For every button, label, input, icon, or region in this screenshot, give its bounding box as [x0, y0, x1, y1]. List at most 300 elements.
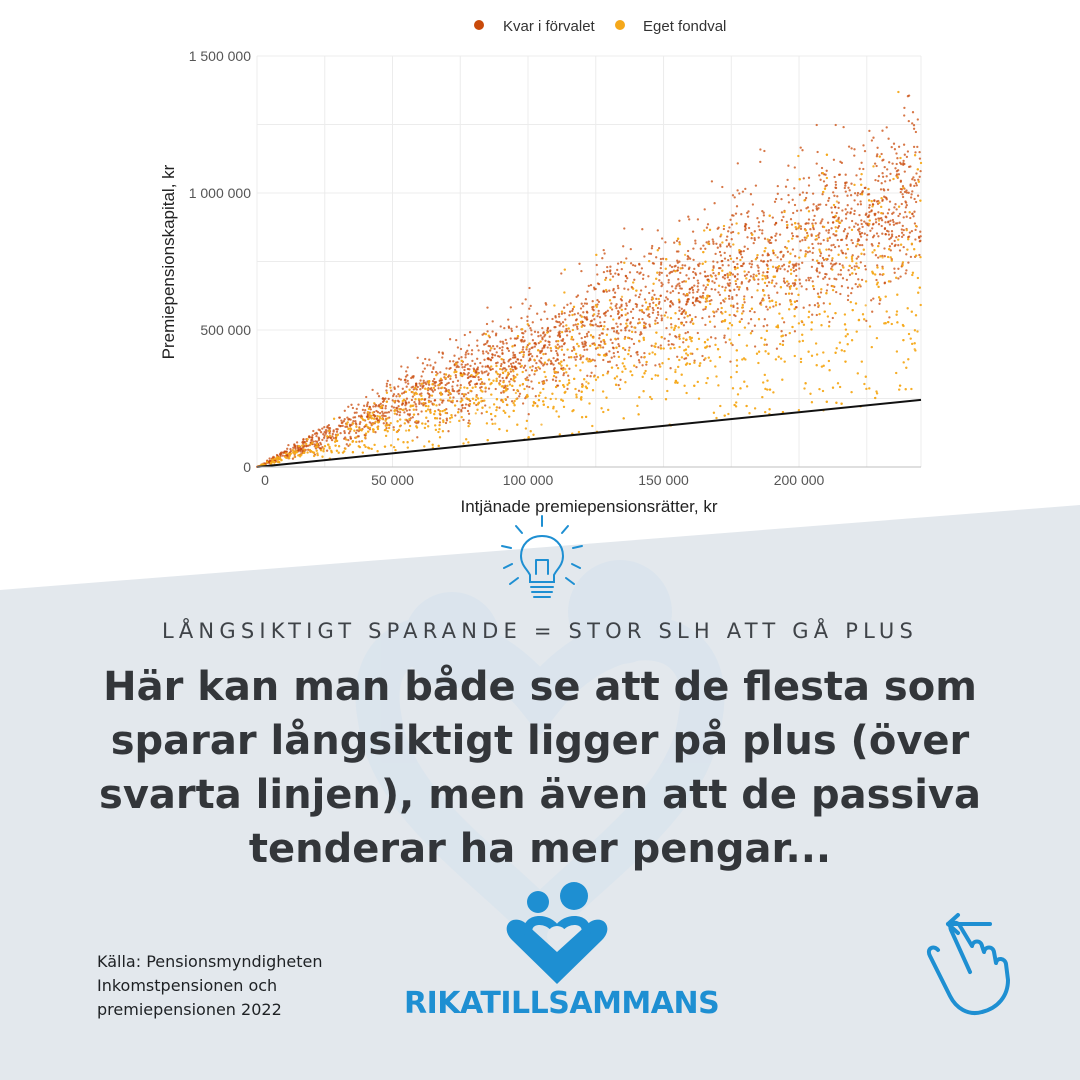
scatter-point	[762, 299, 764, 301]
scatter-point	[384, 429, 386, 431]
scatter-point	[551, 318, 553, 320]
scatter-point	[687, 216, 689, 218]
scatter-point	[802, 340, 804, 342]
scatter-point	[910, 337, 912, 339]
scatter-point	[674, 325, 676, 327]
scatter-point	[712, 260, 714, 262]
scatter-point	[652, 290, 654, 292]
scatter-point	[494, 415, 496, 417]
scatter-point	[467, 353, 469, 355]
scatter-point	[560, 399, 562, 401]
scatter-point	[502, 377, 504, 379]
scatter-point	[481, 334, 483, 336]
scatter-point	[727, 282, 729, 284]
scatter-point	[395, 407, 397, 409]
scatter-point	[627, 318, 629, 320]
scatter-point	[812, 192, 814, 194]
scatter-point	[470, 374, 472, 376]
scatter-point	[724, 289, 726, 291]
scatter-point	[837, 207, 839, 209]
scatter-point	[669, 367, 671, 369]
scatter-point	[643, 255, 645, 257]
scatter-point	[895, 222, 897, 224]
scatter-point	[773, 285, 775, 287]
scatter-point	[839, 341, 841, 343]
scatter-point	[758, 351, 760, 353]
scatter-point	[768, 281, 770, 283]
scatter-point	[545, 353, 547, 355]
scatter-point	[487, 352, 489, 354]
scatter-point	[575, 353, 577, 355]
scatter-point	[850, 292, 852, 294]
scatter-point	[806, 232, 808, 234]
scatter-point	[562, 338, 564, 340]
scatter-point	[743, 381, 745, 383]
scatter-point	[875, 218, 877, 220]
scatter-point	[865, 213, 867, 215]
scatter-point	[783, 321, 785, 323]
scatter-point	[292, 449, 294, 451]
scatter-point	[798, 263, 800, 265]
scatter-point	[775, 239, 777, 241]
scatter-point	[896, 157, 898, 159]
scatter-point	[681, 308, 683, 310]
scatter-point	[920, 304, 922, 306]
scatter-point	[602, 390, 604, 392]
scatter-point	[336, 440, 338, 442]
scatter-point	[482, 350, 484, 352]
scatter-point	[531, 355, 533, 357]
scatter-point	[823, 239, 825, 241]
scatter-point	[738, 288, 740, 290]
scatter-point	[692, 302, 694, 304]
scatter-point	[746, 212, 748, 214]
scatter-point	[424, 388, 426, 390]
scatter-point	[719, 356, 721, 358]
scatter-point	[839, 263, 841, 265]
scatter-point	[716, 261, 718, 263]
scatter-point	[705, 275, 707, 277]
scatter-point	[828, 369, 830, 371]
scatter-point	[823, 365, 825, 367]
scatter-point	[826, 177, 828, 179]
scatter-point	[812, 209, 814, 211]
scatter-point	[460, 384, 462, 386]
scatter-point	[655, 298, 657, 300]
scatter-point	[881, 130, 883, 132]
scatter-point	[384, 415, 386, 417]
scatter-point	[736, 286, 738, 288]
scatter-point	[598, 301, 600, 303]
scatter-point	[413, 409, 415, 411]
scatter-point	[736, 257, 738, 259]
scatter-point	[507, 374, 509, 376]
scatter-point	[819, 251, 821, 253]
scatter-point	[791, 223, 793, 225]
scatter-point	[516, 358, 518, 360]
scatter-point	[376, 450, 378, 452]
scatter-point	[526, 346, 528, 348]
scatter-point	[402, 402, 404, 404]
scatter-point	[395, 395, 397, 397]
scatter-point	[495, 362, 497, 364]
scatter-point	[620, 329, 622, 331]
scatter-point	[680, 323, 682, 325]
scatter-point	[559, 332, 561, 334]
scatter-point	[694, 240, 696, 242]
scatter-point	[709, 360, 711, 362]
scatter-point	[820, 243, 822, 245]
scatter-point	[792, 263, 794, 265]
scatter-point	[620, 323, 622, 325]
scatter-point	[837, 254, 839, 256]
scatter-point	[371, 448, 373, 450]
scatter-point	[684, 254, 686, 256]
scatter-point	[534, 345, 536, 347]
scatter-point	[854, 192, 856, 194]
scatter-point	[502, 372, 504, 374]
scatter-point	[851, 339, 853, 341]
scatter-point	[712, 269, 714, 271]
scatter-point	[427, 392, 429, 394]
scatter-point	[786, 247, 788, 249]
scatter-point	[378, 419, 380, 421]
scatter-point	[486, 422, 488, 424]
scatter-point	[586, 348, 588, 350]
scatter-point	[813, 288, 815, 290]
scatter-point	[501, 349, 503, 351]
scatter-point	[654, 323, 656, 325]
scatter-point	[442, 419, 444, 421]
scatter-point	[384, 420, 386, 422]
scatter-point	[820, 288, 822, 290]
scatter-point	[714, 365, 716, 367]
scatter-point	[495, 409, 497, 411]
scatter-point	[496, 378, 498, 380]
scatter-point	[435, 429, 437, 431]
scatter-point	[857, 224, 859, 226]
scatter-point	[425, 417, 427, 419]
scatter-point	[559, 380, 561, 382]
scatter-point	[792, 199, 794, 201]
scatter-point	[743, 298, 745, 300]
scatter-point	[486, 330, 488, 332]
scatter-point	[481, 370, 483, 372]
scatter-point	[868, 206, 870, 208]
scatter-point	[604, 279, 606, 281]
scatter-point	[751, 308, 753, 310]
scatter-point	[419, 388, 421, 390]
scatter-point	[687, 346, 689, 348]
scatter-point	[908, 192, 910, 194]
scatter-point	[516, 337, 518, 339]
scatter-point	[851, 258, 853, 260]
scatter-point	[759, 148, 761, 150]
scatter-point	[604, 314, 606, 316]
scatter-point	[575, 394, 577, 396]
scatter-point	[517, 362, 519, 364]
scatter-point	[531, 369, 533, 371]
scatter-point	[746, 344, 748, 346]
scatter-point	[695, 300, 697, 302]
scatter-point	[472, 398, 474, 400]
scatter-point	[919, 256, 921, 258]
scatter-point	[914, 179, 916, 181]
scatter-point	[563, 307, 565, 309]
scatter-point	[424, 427, 426, 429]
scatter-point	[367, 426, 369, 428]
scatter-point	[795, 288, 797, 290]
scatter-point	[681, 356, 683, 358]
scatter-point	[715, 417, 717, 419]
scatter-point	[685, 392, 687, 394]
scatter-point	[416, 436, 418, 438]
scatter-point	[580, 396, 582, 398]
scatter-point	[688, 298, 690, 300]
scatter-point	[894, 148, 896, 150]
scatter-point	[705, 382, 707, 384]
scatter-point	[902, 261, 904, 263]
scatter-point	[856, 194, 858, 196]
scatter-point	[754, 325, 756, 327]
scatter-point	[700, 248, 702, 250]
scatter-point	[640, 289, 642, 291]
scatter-point	[525, 348, 527, 350]
scatter-point	[502, 367, 504, 369]
scatter-point	[332, 433, 334, 435]
scatter-point	[451, 385, 453, 387]
scatter-point	[861, 244, 863, 246]
scatter-point	[548, 358, 550, 360]
scatter-point	[535, 367, 537, 369]
scatter-point	[566, 384, 568, 386]
scatter-point	[344, 436, 346, 438]
scatter-point	[326, 440, 328, 442]
scatter-point	[845, 213, 847, 215]
scatter-point	[785, 334, 787, 336]
scatter-point	[515, 398, 517, 400]
scatter-point	[811, 401, 813, 403]
scatter-point	[647, 275, 649, 277]
scatter-point	[508, 415, 510, 417]
scatter-point	[909, 231, 911, 233]
scatter-point	[849, 274, 851, 276]
scatter-point	[685, 339, 687, 341]
scatter-point	[653, 294, 655, 296]
scatter-point	[588, 285, 590, 287]
scatter-point	[837, 239, 839, 241]
scatter-point	[593, 288, 595, 290]
scatter-point	[713, 412, 715, 414]
scatter-point	[738, 286, 740, 288]
scatter-point	[831, 268, 833, 270]
scatter-point	[578, 390, 580, 392]
scatter-point	[754, 345, 756, 347]
scatter-point	[654, 353, 656, 355]
scatter-point	[277, 459, 279, 461]
scatter-point	[566, 388, 568, 390]
scatter-point	[458, 392, 460, 394]
scatter-point	[311, 437, 313, 439]
scatter-point	[757, 270, 759, 272]
scatter-point	[372, 423, 374, 425]
scatter-point	[762, 381, 764, 383]
scatter-point	[776, 348, 778, 350]
scatter-point	[394, 412, 396, 414]
scatter-point	[640, 331, 642, 333]
scatter-point	[615, 322, 617, 324]
scatter-point	[662, 258, 664, 260]
scatter-point	[766, 344, 768, 346]
scatter-point	[781, 211, 783, 213]
scatter-point	[643, 352, 645, 354]
scatter-point	[674, 312, 676, 314]
scatter-point	[838, 245, 840, 247]
scatter-point	[347, 421, 349, 423]
scatter-point	[661, 319, 663, 321]
scatter-point	[621, 371, 623, 373]
scatter-point	[729, 289, 731, 291]
scatter-point	[842, 277, 844, 279]
scatter-point	[795, 269, 797, 271]
scatter-point	[655, 256, 657, 258]
scatter-point	[666, 275, 668, 277]
scatter-point	[458, 408, 460, 410]
scatter-point	[576, 328, 578, 330]
scatter-point	[318, 439, 320, 441]
scatter-point	[530, 329, 532, 331]
scatter-point	[525, 369, 527, 371]
scatter-point	[828, 360, 830, 362]
scatter-point	[606, 270, 608, 272]
scatter-point	[710, 299, 712, 301]
scatter-point	[657, 346, 659, 348]
scatter-point	[469, 422, 471, 424]
scatter-point	[845, 328, 847, 330]
scatter-point	[624, 329, 626, 331]
scatter-point	[565, 371, 567, 373]
scatter-point	[874, 179, 876, 181]
scatter-point	[808, 184, 810, 186]
scatter-point	[841, 285, 843, 287]
scatter-point	[522, 348, 524, 350]
scatter-point	[872, 137, 874, 139]
scatter-point	[653, 262, 655, 264]
scatter-point	[540, 318, 542, 320]
scatter-point	[590, 324, 592, 326]
scatter-point	[849, 189, 851, 191]
scatter-point	[879, 298, 881, 300]
scatter-point	[566, 304, 568, 306]
scatter-point	[398, 408, 400, 410]
scatter-point	[544, 376, 546, 378]
scatter-point	[393, 386, 395, 388]
scatter-point	[861, 223, 863, 225]
scatter-point	[691, 318, 693, 320]
scatter-point	[721, 312, 723, 314]
scatter-point	[651, 378, 653, 380]
scatter-point	[278, 461, 280, 463]
scatter-point	[452, 381, 454, 383]
scatter-point	[729, 360, 731, 362]
scatter-point	[835, 230, 837, 232]
scatter-point	[569, 330, 571, 332]
scatter-point	[850, 183, 852, 185]
scatter-point	[830, 244, 832, 246]
scatter-point	[631, 331, 633, 333]
scatter-point	[379, 412, 381, 414]
scatter-point	[571, 350, 573, 352]
scatter-point	[627, 353, 629, 355]
scatter-point	[316, 433, 318, 435]
scatter-point	[907, 358, 909, 360]
scatter-point	[855, 273, 857, 275]
scatter-point	[914, 222, 916, 224]
scatter-point	[547, 406, 549, 408]
scatter-point	[566, 348, 568, 350]
scatter-point	[485, 366, 487, 368]
scatter-point	[469, 365, 471, 367]
scatter-point	[639, 333, 641, 335]
scatter-point	[461, 363, 463, 365]
scatter-point	[832, 285, 834, 287]
scatter-point	[702, 244, 704, 246]
scatter-point	[649, 396, 651, 398]
scatter-point	[914, 151, 916, 153]
scatter-point	[692, 271, 694, 273]
scatter-point	[659, 365, 661, 367]
scatter-point	[762, 274, 764, 276]
scatter-point	[868, 387, 870, 389]
scatter-point	[756, 353, 758, 355]
scatter-point	[449, 360, 451, 362]
scatter-point	[832, 244, 834, 246]
scatter-point	[667, 316, 669, 318]
scatter-point	[869, 325, 871, 327]
scatter-point	[694, 316, 696, 318]
scatter-point	[807, 277, 809, 279]
scatter-point	[887, 212, 889, 214]
scatter-point	[911, 311, 913, 313]
scatter-point	[373, 418, 375, 420]
scatter-point	[853, 199, 855, 201]
scatter-point	[510, 378, 512, 380]
scatter-point	[709, 303, 711, 305]
scatter-point	[732, 261, 734, 263]
scatter-point	[411, 439, 413, 441]
scatter-point	[654, 320, 656, 322]
scatter-point	[886, 310, 888, 312]
scatter-point	[817, 207, 819, 209]
scatter-point	[857, 192, 859, 194]
scatter-point	[641, 267, 643, 269]
scatter-point	[827, 200, 829, 202]
scatter-point	[795, 226, 797, 228]
scatter-point	[779, 343, 781, 345]
scatter-point	[910, 196, 912, 198]
scatter-point	[485, 370, 487, 372]
scatter-point	[918, 181, 920, 183]
scatter-point	[546, 379, 548, 381]
scatter-point	[625, 302, 627, 304]
scatter-point	[384, 397, 386, 399]
scatter-point	[783, 277, 785, 279]
scatter-point	[505, 339, 507, 341]
scatter-point	[552, 357, 554, 359]
scatter-point	[815, 235, 817, 237]
scatter-point	[383, 422, 385, 424]
scatter-point	[895, 277, 897, 279]
